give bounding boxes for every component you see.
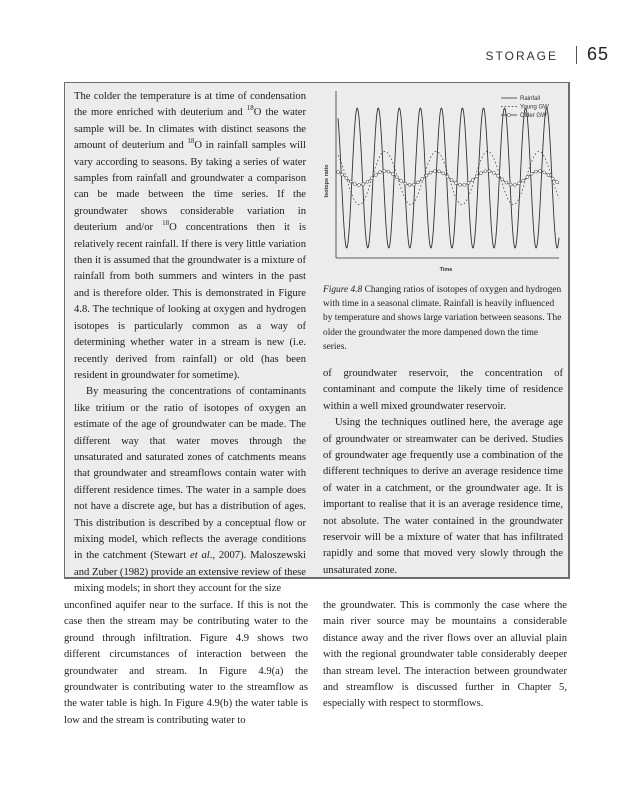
series-marker bbox=[395, 176, 398, 179]
series-marker bbox=[480, 172, 483, 175]
legend-label: Young GW bbox=[520, 104, 549, 111]
series-marker bbox=[353, 183, 356, 186]
series-marker bbox=[383, 170, 386, 173]
series-marker bbox=[433, 170, 436, 173]
series-marker bbox=[408, 183, 411, 186]
series-marker bbox=[467, 181, 470, 184]
header-divider bbox=[576, 46, 577, 64]
series-marker bbox=[358, 183, 361, 186]
series-marker bbox=[442, 172, 445, 175]
series-marker bbox=[379, 171, 382, 174]
emphasis: et al bbox=[190, 550, 210, 562]
paragraph: unconfined aquifer near to the surface. If this is not the case then the stream may be contributing water to the ground through infiltration. Figure 4.9 shows two different circumstances of interaction between the groundwater and stream. In Figure 4.9(a) the groundwater is contributing water to the streamflow as the water table is high. In Figure 4.9(b) the water table is low and the stream is contributing water to bbox=[64, 600, 308, 726]
figure-caption bbox=[323, 283, 563, 354]
series-marker bbox=[446, 175, 449, 178]
superscript: 18 bbox=[187, 137, 195, 146]
x-axis-label: Time bbox=[439, 267, 453, 273]
series-marker bbox=[341, 173, 344, 176]
series-marker bbox=[539, 170, 542, 173]
series-marker bbox=[450, 179, 453, 182]
figure-caption-text: Changing ratios of isotopes of oxygen and hydrogen with time in a seasonal climate. Rainfall is heavily influenced by temperature and shows large variation between seasons. The older the groundwater the more dampened down the time series. bbox=[323, 285, 562, 352]
series-marker bbox=[463, 183, 466, 186]
series-marker bbox=[551, 177, 554, 180]
series-marker bbox=[534, 170, 537, 173]
series-marker bbox=[526, 175, 529, 178]
legend-label: Older GW bbox=[520, 113, 547, 119]
paragraph: By measuring the concentrations of contaminants like tritium or the ratio of isotopes of oxygen an estimate of the age of groundwater can be made. The different way that water moves through the unsaturated and saturated zones of catchments means that groundwater and streamflows contain water with different residence times. The water in a sample does not have a discrete age, but has a distribution of ages. This distribution is described by a conceptual flow or mixing model, which reflects the average conditions in the catchment (Stewart et al., 2007). Maloszewski and Zuber (1982) provide an extensive review of these mixing models; in short they account for the size bbox=[74, 386, 306, 595]
legend bbox=[501, 96, 549, 119]
series-marker bbox=[555, 180, 558, 183]
series-marker bbox=[412, 183, 415, 186]
page-number: 65 bbox=[586, 44, 609, 64]
series-marker bbox=[547, 174, 550, 177]
series-marker bbox=[492, 171, 495, 174]
legend-label: Rainfall bbox=[520, 96, 541, 102]
series-marker bbox=[484, 170, 487, 173]
figure-label: Figure 4.8 bbox=[323, 285, 363, 295]
paragraph: of groundwater reservoir, the concentration of contaminant and compute the likely time of residence within a well mixed groundwater reservoir. bbox=[323, 368, 563, 412]
series-marker bbox=[416, 181, 419, 184]
series-marker bbox=[337, 171, 340, 174]
series-marker bbox=[459, 183, 462, 186]
series-marker bbox=[421, 178, 424, 181]
series-marker bbox=[404, 182, 407, 185]
running-header bbox=[486, 44, 610, 65]
series-layer bbox=[337, 108, 560, 248]
main-left-column bbox=[64, 598, 308, 729]
y-axis-label: Isotope ratio bbox=[324, 164, 330, 198]
series-marker bbox=[509, 183, 512, 186]
series-marker bbox=[475, 175, 478, 178]
shaded-textbox bbox=[64, 82, 570, 595]
series-marker bbox=[530, 172, 533, 175]
series-marker bbox=[374, 173, 377, 176]
series-marker bbox=[345, 177, 348, 180]
paragraph: The colder the temperature is at time of condensation the more enriched with deuterium and $^{18}$O the water sample will be. In climates with distinct seasons the amount of deuterium and $^{18}$O in rainfall samples will vary according to seasons. By taking a series of water samples from rainfall and groundwater a comparison can be made between the time series. If the groundwater shows considerable variation in deuterium and/or $^{18}$O concentrations then it is relatively recent rainfall. If there is very little variation then it is assumed that the groundwater is a mixture of rainfall from both summers and winters in the past and is therefore older. This is demonstrated in Figure 4.8. The technique of looking at oxygen and hydrogen isotopes is particularly common as a way of determining whether water in a stream is new (i.e. recently derived from rainfall) or old (has been resident in groundwater for sometime). bbox=[74, 91, 306, 381]
main-right-column bbox=[323, 598, 567, 713]
series-marker bbox=[366, 180, 369, 183]
series-marker bbox=[501, 178, 504, 181]
series-marker bbox=[391, 172, 394, 175]
series-marker bbox=[488, 170, 491, 173]
series-marker bbox=[387, 170, 390, 173]
series-marker bbox=[362, 183, 365, 186]
series-marker bbox=[505, 181, 508, 184]
series-marker bbox=[438, 170, 441, 173]
series-marker bbox=[454, 182, 457, 185]
paragraph: the groundwater. This is commonly the case where the main river source may be mountains a considerable distance away and the river flows over an alluvial plain with the regional groundwater table considerably deeper than stream level. The interaction between groundwater and streamflow is discussed further in Chapter 5, especially with respect to stormflows. bbox=[323, 600, 567, 710]
superscript: 18 bbox=[246, 104, 254, 113]
legend-marker bbox=[507, 113, 510, 116]
series-marker bbox=[522, 179, 525, 182]
box-left-column bbox=[74, 89, 306, 598]
superscript: 18 bbox=[162, 219, 170, 228]
series-marker bbox=[349, 180, 352, 183]
series-marker bbox=[471, 178, 474, 181]
series-marker bbox=[400, 179, 403, 182]
running-head: STORAGE bbox=[485, 49, 558, 63]
series-marker bbox=[543, 171, 546, 174]
figure-4-8-chart bbox=[316, 87, 566, 279]
series-marker bbox=[429, 171, 432, 174]
series-marker bbox=[425, 174, 428, 177]
series-marker bbox=[513, 183, 516, 186]
series-marker bbox=[370, 177, 373, 180]
paragraph: Using the techniques outlined here, the average age of groundwater or streamwater can be derived. Studies of groundwater age frequently use a combination of the different techniques to derive an average residence time of water in a catchment, or the groundwater age. It is important to realise that it is an average residence time, not absolute. The water contained in the groundwater reservoir will be a mixture of water that has infiltrated rapidly and some that moved very slowly through the unsaturated zone. bbox=[323, 417, 563, 576]
series-marker bbox=[496, 174, 499, 177]
series-marker bbox=[518, 182, 521, 185]
box-right-column bbox=[323, 366, 563, 579]
